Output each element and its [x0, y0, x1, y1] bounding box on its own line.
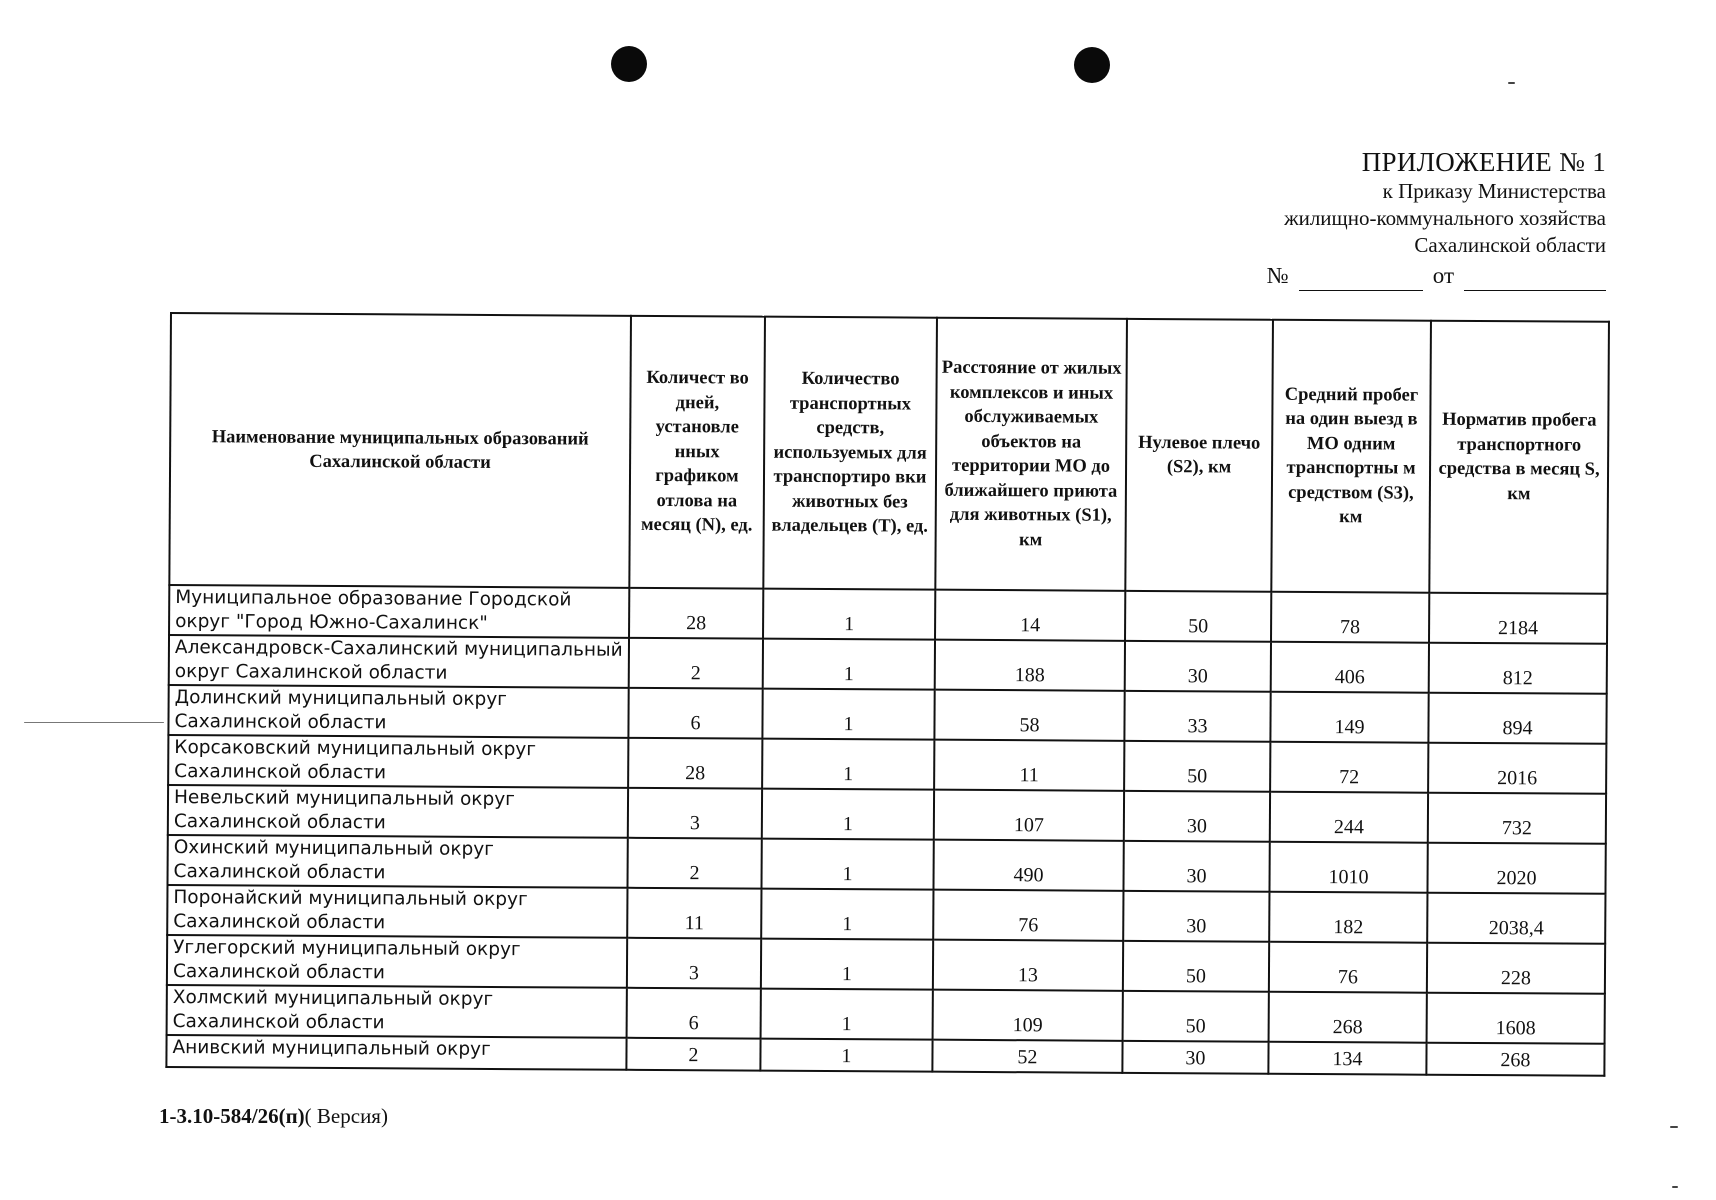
appendix-line-2: жилищно-коммунального хозяйства — [1284, 206, 1606, 230]
cell-days: 3 — [627, 938, 761, 989]
document-code: 1-3.10-584/26(п) — [159, 1104, 305, 1128]
cell-days: 3 — [628, 788, 762, 839]
cell-distance-s1: 490 — [933, 840, 1123, 891]
appendix-header — [1086, 146, 1606, 291]
table-row — [168, 735, 1606, 794]
cell-zero-leg-s2: 33 — [1124, 691, 1270, 742]
appendix-line-3: Сахалинской области — [1414, 233, 1606, 257]
number-label: № — [1266, 263, 1289, 288]
from-label: от — [1432, 263, 1454, 288]
cell-days: 6 — [628, 688, 762, 739]
cell-distance-s1: 188 — [935, 640, 1125, 691]
number-blank — [1299, 270, 1423, 291]
cell-distance-s1: 52 — [932, 1040, 1122, 1073]
cell-vehicles: 1 — [763, 589, 935, 640]
cell-name: Муниципальное образование Городской округ "Город Южно-Сахалинск" — [169, 585, 629, 638]
scan-speck — [24, 722, 164, 723]
cell-avg-mileage-s3: 149 — [1270, 692, 1428, 743]
cell-name: Долинский муниципальный округ Сахалинской области — [168, 685, 628, 738]
cell-avg-mileage-s3: 268 — [1269, 992, 1427, 1043]
cell-mileage-norm-s: 894 — [1428, 693, 1606, 744]
scan-speck — [1508, 82, 1515, 84]
table-row — [169, 635, 1607, 694]
cell-distance-s1: 58 — [934, 690, 1124, 741]
cell-vehicles: 1 — [761, 889, 933, 940]
cell-mileage-norm-s: 2038,4 — [1427, 893, 1605, 944]
cell-name: Александровск-Сахалинский муниципальный округ Сахалинской области — [169, 635, 629, 688]
cell-mileage-norm-s: 812 — [1429, 643, 1607, 694]
cell-zero-leg-s2: 30 — [1125, 641, 1271, 692]
cell-days: 11 — [627, 888, 761, 939]
table-row — [167, 835, 1605, 894]
cell-zero-leg-s2: 30 — [1123, 841, 1269, 892]
cell-mileage-norm-s: 2020 — [1427, 843, 1605, 894]
cell-vehicles: 1 — [762, 689, 934, 740]
header-vehicles: Количество транспортных средств, используемых для транспортиро вки животных без владельцев (Т), ед. — [763, 317, 937, 590]
cell-zero-leg-s2: 50 — [1125, 591, 1271, 642]
scan-speck — [1672, 1186, 1678, 1188]
cell-vehicles: 1 — [763, 639, 935, 690]
table-row — [167, 885, 1605, 944]
cell-avg-mileage-s3: 182 — [1269, 892, 1427, 943]
cell-distance-s1: 76 — [933, 890, 1123, 941]
cell-name: Холмский муниципальный округ Сахалинской области — [167, 985, 627, 1038]
cell-avg-mileage-s3: 72 — [1270, 742, 1428, 793]
cell-mileage-norm-s: 2184 — [1429, 593, 1607, 644]
cell-avg-mileage-s3: 78 — [1271, 592, 1429, 643]
cell-mileage-norm-s: 732 — [1428, 793, 1606, 844]
cell-days: 28 — [628, 738, 762, 789]
header-days: Количест во дней, установле нных графиком отлова на месяц (N), ед. — [629, 316, 765, 589]
table-body — [166, 585, 1607, 1076]
table-row — [167, 985, 1605, 1044]
punch-hole-right — [1074, 47, 1110, 83]
order-number-line — [1086, 261, 1606, 291]
cell-vehicles: 1 — [762, 739, 934, 790]
cell-days: 28 — [629, 588, 763, 639]
cell-distance-s1: 107 — [934, 790, 1124, 841]
cell-name: Охинский муниципальный округ Сахалинской области — [167, 835, 627, 888]
cell-vehicles: 1 — [761, 839, 933, 890]
header-zero-leg-s2: Нулевое плечо (S2), км — [1125, 319, 1273, 592]
table-row — [168, 785, 1606, 844]
date-blank — [1464, 270, 1606, 291]
cell-distance-s1: 109 — [933, 990, 1123, 1041]
cell-zero-leg-s2: 50 — [1123, 991, 1269, 1042]
header-municipality: Наименование муниципальных образований Сахалинской области — [169, 313, 631, 588]
document-version: ( Версия) — [304, 1104, 388, 1128]
cell-name: Анивский муниципальный округ — [166, 1035, 626, 1070]
appendix-line-1: к Приказу Министерства — [1382, 179, 1606, 203]
cell-distance-s1: 11 — [934, 740, 1124, 791]
cell-vehicles: 1 — [762, 789, 934, 840]
appendix-title: ПРИЛОЖЕНИЕ № 1 — [1361, 147, 1606, 177]
cell-vehicles: 1 — [760, 1039, 932, 1072]
header-avg-mileage-s3: Средний пробег на один выезд в МО одним транспортны м средством (S3), км — [1271, 320, 1431, 593]
scan-speck — [1670, 1126, 1678, 1128]
cell-avg-mileage-s3: 134 — [1268, 1042, 1426, 1075]
cell-name: Углегорский муниципальный округ Сахалинской области — [167, 935, 627, 988]
cell-days: 2 — [629, 638, 763, 689]
table-row — [169, 585, 1607, 644]
table-row — [167, 935, 1605, 994]
cell-name: Поронайский муниципальный округ Сахалинской области — [167, 885, 627, 938]
cell-mileage-norm-s: 228 — [1427, 943, 1605, 994]
cell-mileage-norm-s: 1608 — [1427, 993, 1605, 1044]
cell-mileage-norm-s: 2016 — [1428, 743, 1606, 794]
table-header-row — [169, 313, 1609, 594]
cell-avg-mileage-s3: 76 — [1269, 942, 1427, 993]
mileage-norms-table — [165, 312, 1610, 1077]
header-mileage-norm-s: Норматив пробега транспортного средства в месяц S, км — [1429, 321, 1609, 594]
header-distance-s1: Расстояние от жилых комплексов и иных обслуживаемых объектов на территории МО до ближайшего приюта для животных (S1), км — [935, 318, 1127, 591]
cell-distance-s1: 14 — [935, 590, 1125, 641]
cell-zero-leg-s2: 50 — [1124, 741, 1270, 792]
cell-zero-leg-s2: 30 — [1124, 791, 1270, 842]
cell-vehicles: 1 — [761, 989, 933, 1040]
cell-days: 2 — [627, 838, 761, 889]
cell-zero-leg-s2: 50 — [1123, 941, 1269, 992]
cell-name: Корсаковский муниципальный округ Сахалинской области — [168, 735, 628, 788]
table-row — [168, 685, 1606, 744]
cell-avg-mileage-s3: 406 — [1271, 642, 1429, 693]
cell-zero-leg-s2: 30 — [1122, 1041, 1268, 1074]
cell-days: 2 — [626, 1038, 760, 1071]
cell-avg-mileage-s3: 1010 — [1269, 842, 1427, 893]
document-footer — [159, 1104, 388, 1129]
cell-zero-leg-s2: 30 — [1123, 891, 1269, 942]
cell-name: Невельский муниципальный округ Сахалинской области — [168, 785, 628, 838]
cell-days: 6 — [627, 988, 761, 1039]
cell-vehicles: 1 — [761, 939, 933, 990]
cell-distance-s1: 13 — [933, 940, 1123, 991]
cell-avg-mileage-s3: 244 — [1270, 792, 1428, 843]
cell-mileage-norm-s: 268 — [1426, 1043, 1604, 1076]
punch-hole-left — [611, 46, 647, 82]
